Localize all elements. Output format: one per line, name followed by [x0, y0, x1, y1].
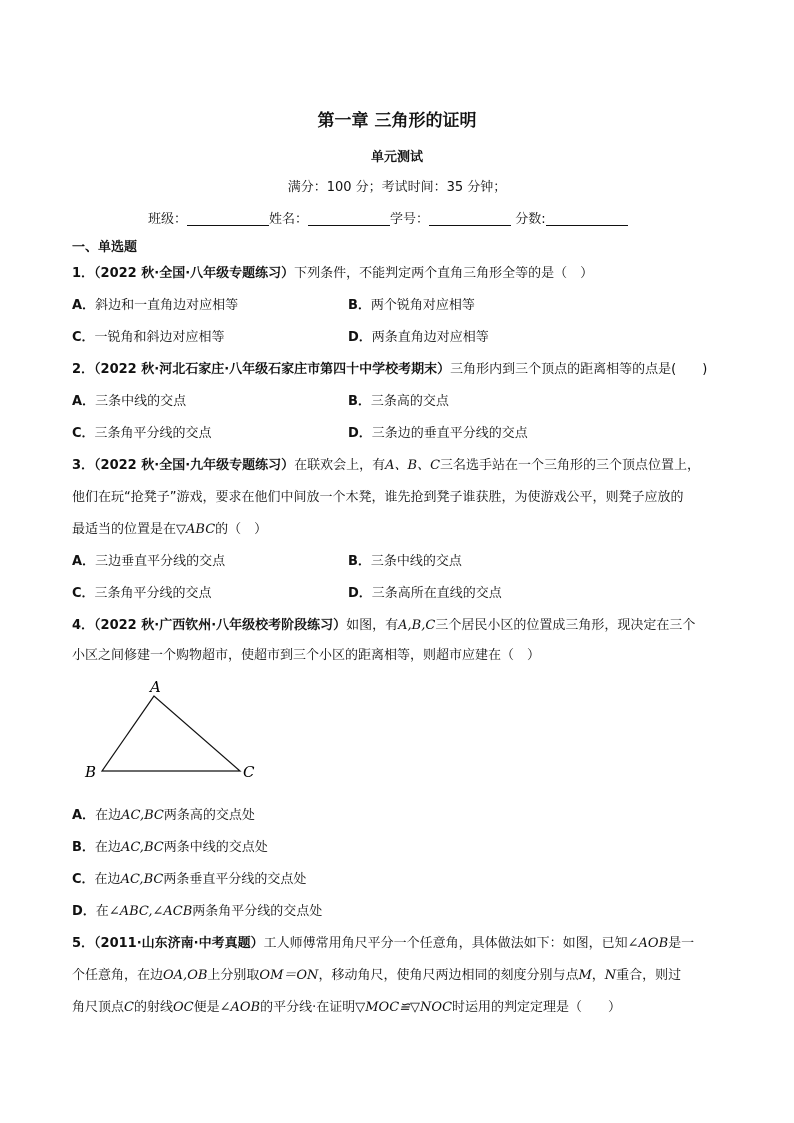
exam-meta: 满分：100 分；考试时间：35 分钟； — [287, 180, 507, 195]
question-text: ， — [591, 968, 605, 983]
option-a[interactable] — [72, 550, 225, 569]
option-label: D． — [72, 904, 96, 919]
question-text: 三名选手站在一个三角形的三个顶点位置上， — [440, 458, 701, 473]
math-expr: M — [578, 968, 592, 983]
question-source: （2022 秋·全国·八年级专题练习） — [94, 266, 295, 281]
option-text: 三条高的交点 — [370, 394, 449, 409]
vertex-label-c: C — [243, 763, 255, 781]
option-b[interactable] — [72, 836, 268, 855]
question-text: 的射线 — [133, 1000, 173, 1015]
math-expr: ∠ABC,∠ACB — [108, 904, 193, 919]
question-text: 是一 — [668, 936, 695, 951]
math-expr: AC,BC — [121, 808, 164, 823]
question-text: 时运用的判定定理是（ ） — [452, 1000, 622, 1015]
option-d[interactable] — [72, 900, 322, 919]
class-label: 班级： — [148, 212, 188, 227]
question-text: 的（ ） — [215, 522, 268, 537]
option-text: 两条直角边对应相等 — [371, 330, 489, 345]
question-4 — [72, 614, 695, 633]
option-label: A． — [72, 554, 96, 569]
question-text: 三角形内到三个顶点的距离相等的点是( ) — [450, 362, 708, 377]
option-text: 三条角平分线的交点 — [94, 426, 212, 441]
option-text: 一锐角和斜边对应相等 — [94, 330, 225, 345]
option-label: C． — [72, 426, 95, 441]
question-number: 4． — [72, 618, 95, 633]
option-text: 斜边和一直角边对应相等 — [95, 298, 239, 313]
option-d[interactable] — [348, 582, 502, 601]
question-text: 便是 — [193, 1000, 220, 1015]
option-text: 在边 — [94, 872, 121, 887]
question-3-line-3 — [72, 518, 267, 537]
option-b[interactable] — [348, 390, 449, 409]
question-text: 个任意角，在边 — [72, 968, 164, 983]
question-text: 最适当的位置是在 — [72, 522, 177, 537]
math-expr: N — [604, 968, 617, 983]
section-title: 一、单选题 — [72, 240, 138, 255]
option-c[interactable] — [72, 422, 212, 441]
option-text: 在边 — [94, 840, 121, 855]
option-c[interactable] — [72, 582, 212, 601]
option-label: B． — [348, 394, 371, 409]
math-expr: ▽ABC — [176, 522, 216, 537]
question-text: 下列条件，不能判定两个直角三角形全等的是（ ） — [294, 266, 594, 281]
triangle-figure — [80, 678, 270, 788]
question-source: （2022 秋·全国·九年级专题练习） — [94, 458, 295, 473]
option-label: A． — [72, 394, 96, 409]
question-3 — [72, 454, 700, 473]
math-expr: ▽MOC≌▽NOC — [355, 1000, 453, 1015]
option-text: 两个锐角对应相等 — [370, 298, 475, 313]
question-text: 角尺顶点 — [72, 1000, 125, 1015]
math-expr: ∠AOB — [627, 936, 669, 951]
option-text: 两条中线的交点处 — [163, 840, 268, 855]
math-expr: AC,BC — [120, 872, 164, 887]
option-label: C． — [72, 586, 95, 601]
option-label: C． — [72, 872, 95, 887]
class-blank[interactable] — [187, 212, 269, 226]
triangle-abc — [102, 696, 240, 771]
option-d[interactable] — [348, 326, 489, 345]
id-label: 学号： — [390, 212, 430, 227]
question-text: 三个居民小区的位置成三角形，现决定在三个 — [435, 618, 696, 633]
math-expr: OC — [172, 1000, 194, 1015]
option-text: 三条角平分线的交点 — [94, 586, 212, 601]
option-label: B． — [348, 554, 371, 569]
math-expr: OA,OB — [163, 968, 208, 983]
student-info-row — [148, 208, 628, 227]
option-text: 三条高所在直线的交点 — [371, 586, 502, 601]
math-expr: OM＝ON — [259, 968, 319, 983]
question-source: （2022 秋·河北石家庄·八年级石家庄市第四十中学校考期末） — [94, 362, 451, 377]
option-a[interactable] — [72, 804, 255, 823]
question-3-line-2: 他们在玩“抢凳子”游戏，要求在他们中间放一个木凳，谁先抢到凳子谁获胜，为使游戏公平，则凳子应放的 — [72, 490, 684, 505]
option-text: 两条高的交点处 — [163, 808, 255, 823]
option-label: B． — [72, 840, 95, 855]
question-text: 的平分线·在证明 — [260, 1000, 356, 1015]
option-text: 两条垂直平分线的交点处 — [163, 872, 307, 887]
name-blank[interactable] — [308, 212, 390, 226]
question-text: 工人师傅常用角尺平分一个任意角，具体做法如下：如图，已知 — [263, 936, 628, 951]
option-text: 两条角平分线的交点处 — [192, 904, 323, 919]
question-text: ，移动角尺，使角尺两边相同的刻度分别与点 — [318, 968, 579, 983]
question-text: 重合，则过 — [616, 968, 682, 983]
vertex-label-b: B — [85, 763, 97, 781]
option-label: A． — [72, 808, 96, 823]
question-number: 3． — [72, 458, 95, 473]
question-5-line-2 — [72, 964, 681, 983]
option-label: C． — [72, 330, 95, 345]
option-a[interactable] — [72, 294, 238, 313]
option-label: B． — [348, 298, 371, 313]
option-d[interactable] — [348, 422, 528, 441]
math-expr: AC,BC — [120, 840, 164, 855]
question-1 — [72, 262, 593, 281]
option-text: 三条边的垂直平分线的交点 — [371, 426, 528, 441]
question-source: （2022 秋·广西钦州·八年级校考阶段练习） — [94, 618, 347, 633]
math-expr: ∠AOB — [219, 1000, 261, 1015]
score-blank[interactable] — [546, 212, 628, 226]
math-expr: A、B、C — [385, 458, 441, 473]
option-text: 在边 — [95, 808, 122, 823]
question-text: 如图，有 — [346, 618, 399, 633]
question-4-line-2: 小区之间修建一个购物超市，使超市到三个小区的距离相等，则超市应建在（ ） — [72, 648, 541, 663]
option-text: 三条中线的交点 — [370, 554, 462, 569]
vertex-label-a: A — [150, 678, 161, 696]
page-subtitle: 单元测试 — [370, 150, 423, 165]
name-label: 姓名： — [269, 212, 309, 227]
question-number: 2． — [72, 362, 95, 377]
question-2 — [72, 358, 707, 377]
option-text: 三边垂直平分线的交点 — [95, 554, 226, 569]
option-label: D． — [348, 426, 372, 441]
option-text: 在 — [95, 904, 109, 919]
question-text: 在联欢会上，有 — [294, 458, 386, 473]
option-label: A． — [72, 298, 96, 313]
score-label: 分数: — [515, 212, 546, 227]
question-text: 上分别取 — [207, 968, 260, 983]
option-label: D． — [348, 330, 372, 345]
option-b[interactable] — [348, 550, 462, 569]
option-a[interactable] — [72, 390, 186, 409]
page-title: 第一章 三角形的证明 — [317, 111, 477, 131]
question-number: 1． — [72, 266, 95, 281]
question-number: 5． — [72, 936, 95, 951]
id-blank[interactable] — [429, 212, 511, 226]
option-text: 三条中线的交点 — [95, 394, 187, 409]
option-label: D． — [348, 586, 372, 601]
question-5-line-3 — [72, 996, 621, 1015]
question-5 — [72, 932, 694, 951]
math-expr: A,B,C — [398, 618, 436, 633]
option-c[interactable] — [72, 326, 225, 345]
option-b[interactable] — [348, 294, 475, 313]
question-source: （2011·山东济南·中考真题） — [94, 936, 264, 951]
math-expr: C — [124, 1000, 134, 1015]
option-c[interactable] — [72, 868, 306, 887]
